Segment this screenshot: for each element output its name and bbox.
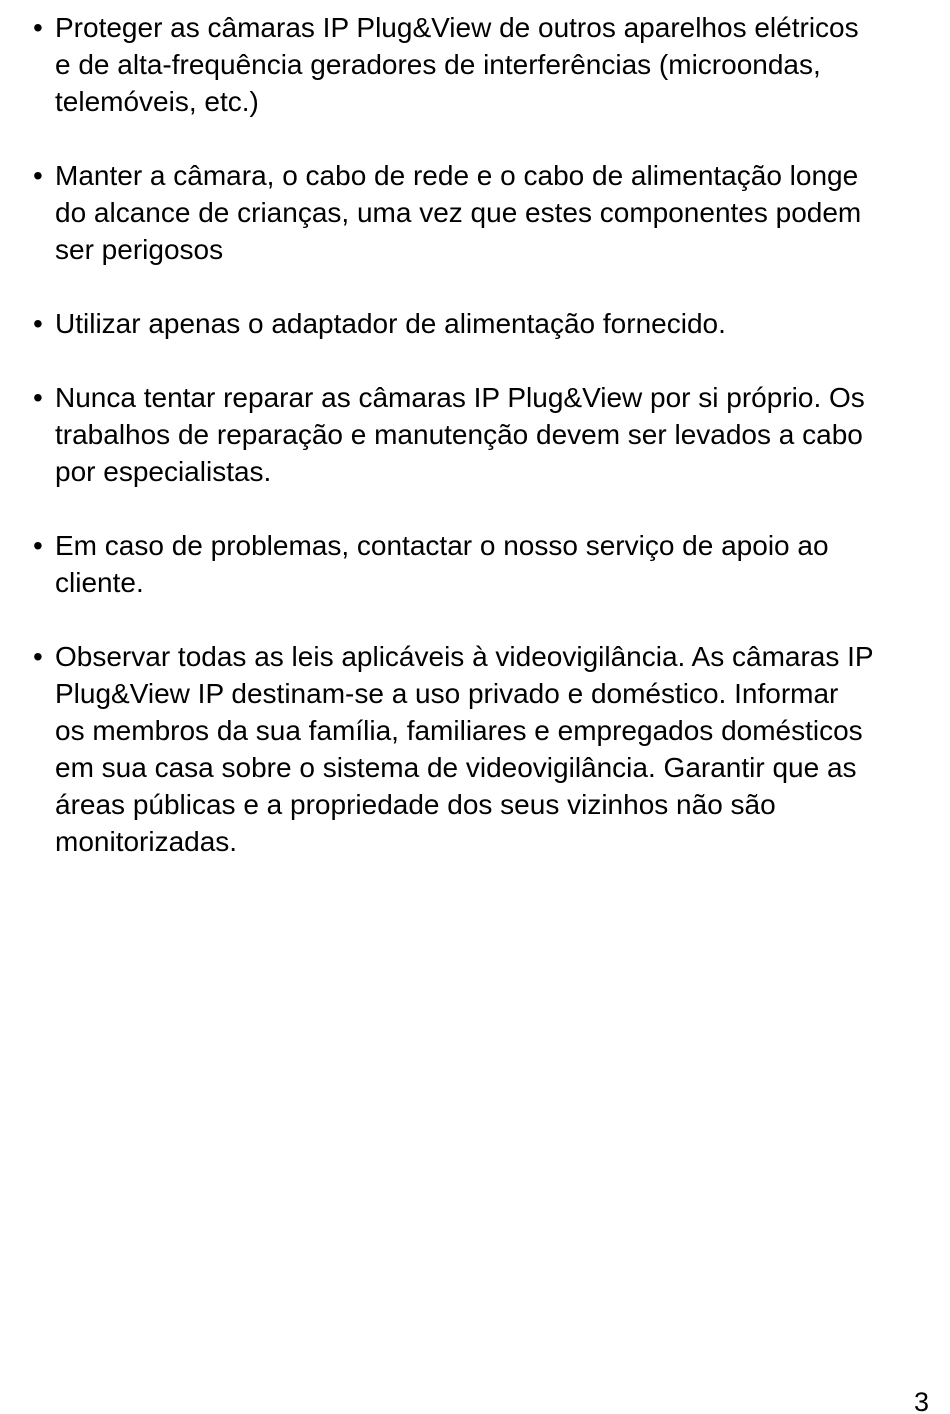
text-line: Observar todas as leis aplicáveis à videovigilância. As câmaras IP — [55, 641, 874, 672]
bullet-item — [33, 305, 930, 342]
bullet-item — [33, 527, 930, 601]
bullet-marker: • — [33, 308, 43, 339]
bullet-marker: • — [33, 12, 43, 43]
text-line: do alcance de crianças, uma vez que estes componentes podem — [55, 197, 862, 228]
text-line: monitorizadas. — [55, 826, 238, 857]
page-number: 3 — [913, 1387, 929, 1414]
bullet-text — [55, 527, 923, 601]
text-line: Nunca tentar reparar as câmaras IP Plug&View por si próprio. Os — [55, 382, 865, 413]
bullet-text — [55, 379, 923, 490]
text-line: Utilizar apenas o adaptador de alimentação fornecido. — [55, 308, 726, 339]
bullet-text — [55, 157, 923, 268]
text-line: Plug&View IP destinam-se a uso privado e doméstico. Informar — [55, 678, 839, 709]
bullet-item — [33, 379, 930, 490]
bullet-item — [33, 638, 930, 860]
text-line: em sua casa sobre o sistema de videovigilância. Garantir que as — [55, 752, 857, 783]
bullet-text — [55, 9, 923, 120]
text-line: ser perigosos — [55, 234, 224, 265]
bullet-marker: • — [33, 641, 43, 672]
text-line: telemóveis, etc.) — [55, 86, 259, 117]
text-line: Proteger as câmaras IP Plug&View de outros aparelhos elétricos — [55, 12, 859, 43]
bullet-text — [55, 638, 923, 860]
bullet-marker: • — [33, 160, 43, 191]
text-line: Manter a câmara, o cabo de rede e o cabo de alimentação longe — [55, 160, 859, 191]
text-line: e de alta-frequência geradores de interferências (microondas, — [55, 49, 821, 80]
text-line: trabalhos de reparação e manutenção devem ser levados a cabo — [55, 419, 863, 450]
text-line: áreas públicas e a propriedade dos seus vizinhos não são — [55, 789, 776, 820]
bullet-text — [55, 305, 923, 342]
text-line: os membros da sua família, familiares e empregados domésticos — [55, 715, 863, 746]
bullet-marker: • — [33, 530, 43, 561]
text-line: Em caso de problemas, contactar o nosso serviço de apoio ao — [55, 530, 829, 561]
text-line: por especialistas. — [55, 456, 272, 487]
text-line: cliente. — [55, 567, 144, 598]
bullet-item — [33, 157, 930, 268]
bullet-item — [33, 9, 930, 120]
bullet-marker: • — [33, 382, 43, 413]
